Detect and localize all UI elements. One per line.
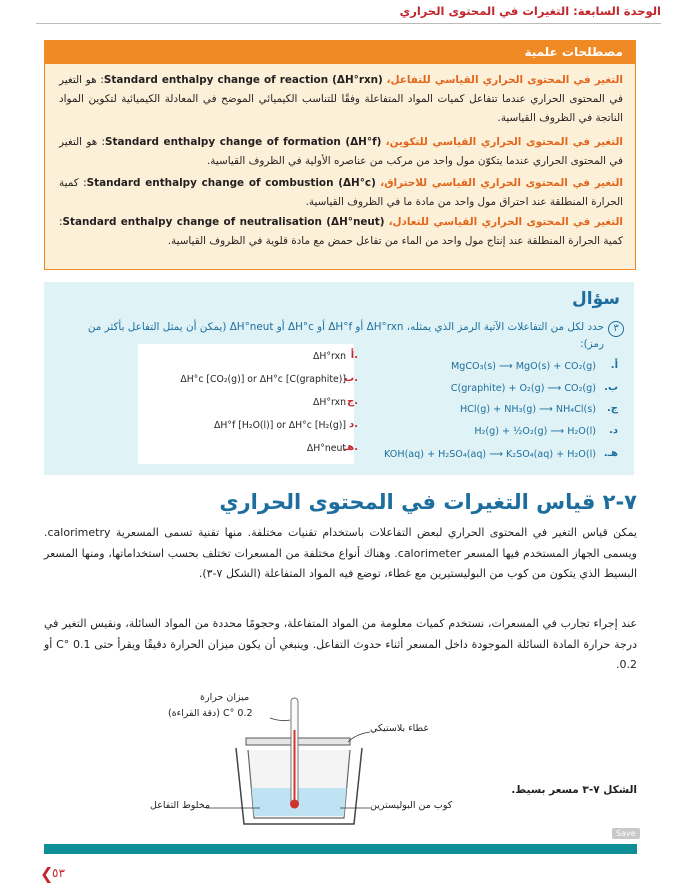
- footer-bar: [44, 844, 637, 854]
- section-title: ٧-٢ قياس التغيرات في المحتوى الحراري: [219, 490, 637, 514]
- scientific-terms-box: [44, 40, 636, 270]
- reaction-letter: ب.: [604, 382, 618, 393]
- chevron-left-icon[interactable]: ❮: [40, 864, 54, 883]
- unit-header-title: الوحدة السابعة: التغيرات في المحتوى الحراري: [399, 4, 661, 18]
- answer-text: ΔH°rxn: [313, 351, 346, 362]
- question-title: سؤال: [572, 289, 620, 309]
- answer-text: ΔH°c [CO₂(g)] or ΔH°c [C(graphite)]: [180, 374, 346, 385]
- answer-text: ΔH°f [H₂O(l)] or ΔH°c [H₂(g)]: [214, 420, 346, 431]
- section-paragraph-1: يمكن قياس التغير في المحتوى الحراري لبعض التفاعلات باستخدام تقنيات مختلفة. منها تقنية تسمى المسعرية calorimetry. ويسمى الجهاز المستخدم فيها المسعر calorimeter. وهناك أنواع مختلفة من المسعرات تختلف بحسب استخداماتها، ومنها المسعر البسيط الذي يتكون من كوب من البوليستيرين مع غطاء، توضع فيه المواد المتفاعلة (الشكل ٧-٣).: [44, 526, 637, 580]
- reaction-letter: هـ.: [603, 448, 618, 459]
- question-box: [44, 282, 634, 475]
- answer-letter: هـ.: [343, 442, 358, 453]
- term-reaction: التغير في المحتوى الحراري القياسي للتفاعل، Standard enthalpy change of reaction (ΔH°rxn): هو التغير في المحتوى الحراري عندما تتفاعل كميات المواد المتفاعلة وفقًا للتناسب الكيميائي الموضح في المعادلة الكيميائية لتكوين المواد الناتجة في الظروف القياسية.: [59, 74, 623, 124]
- thermometer-leader: [270, 718, 290, 721]
- lid-label: غطاء بلاستيكي: [370, 723, 429, 734]
- reaction-letter: أ.: [610, 360, 618, 371]
- reaction-equation: MgCO₃(s) ⟶ MgO(s) + CO₂(g): [450, 361, 596, 372]
- answers-box: [138, 344, 358, 464]
- thermometer-bulb: [290, 800, 299, 809]
- answer-letter: ب.: [344, 373, 358, 384]
- cup-label: كوب من البوليسترين: [370, 800, 453, 811]
- reaction-equation: H₂(g) + ½O₂(g) ⟶ H₂O(l): [474, 426, 596, 437]
- answer-text: ΔH°rxn: [313, 397, 346, 408]
- terms-heading: مصطلحات علمية: [45, 41, 635, 64]
- header-divider: [36, 23, 661, 24]
- reaction-equation: C(graphite) + O₂(g) ⟶ CO₂(g): [450, 383, 596, 394]
- answer-letter: ج.: [346, 396, 358, 407]
- term-combustion: التغير في المحتوى الحراري القياسي للاحتراق، Standard enthalpy change of combustion (ΔH°c): كمية الحرارة المنطلقة عند احتراق مول واحد من مادة ما في الظروف القياسية.: [59, 177, 623, 208]
- reaction-mixture: [252, 788, 347, 816]
- answer-letter: أ.: [350, 350, 358, 361]
- section-paragraph-2: عند إجراء تجارب في المسعرات، نستخدم كميات معلومة من المواد المتفاعلة، وحجومًا محددة من المواد السائلة، ونقيس التغير في درجة حرارة المادة السائلة الموجودة داخل المسعر أثناء حدوث التفاعل. وينبغي أن يكون ميزان الحرارة دقيقًا ويقرأ حتى 0.1 °C أو 0.2.: [44, 617, 637, 671]
- reaction-equation: KOH(aq) + H₂SO₄(aq) ⟶ K₂SO₄(aq) + H₂O(l): [384, 449, 596, 460]
- term-formation: التغير في المحتوى الحراري القياسي للتكوين، Standard enthalpy change of formation (ΔH°f): هو التغير في المحتوى الحراري عندما يتكوّن مول واحد من مركب من عناصره الأولية في الظروف القياسية.: [59, 136, 623, 167]
- accuracy-label: 0.2 °C (دقة القراءة): [168, 708, 253, 719]
- thermometer-label: ميزان حرارة: [200, 692, 250, 703]
- reaction-equation: HCl(g) + NH₃(g) ⟶ NH₄Cl(s): [459, 404, 596, 415]
- lid-leader: [348, 732, 370, 742]
- mixture-label: مخلوط التفاعل: [150, 800, 211, 811]
- reaction-letter: د.: [609, 425, 618, 436]
- question-text: حدد لكل من التفاعلات الآتية الرمز الذي يمثله، ΔH°rxn أو ΔH°f أو ΔH°c أو ΔH°neut (يمكن أن يمثل التفاعل بأكثر من رمز):: [87, 321, 604, 350]
- page-number: ٥٣: [52, 866, 65, 880]
- figure-caption: الشكل ٧-٣ مسعر بسيط.: [511, 784, 637, 796]
- question-number-badge: ٣: [608, 321, 624, 337]
- answer-letter: د.: [349, 419, 358, 430]
- term-neutralisation: التغير في المحتوى الحراري القياسي للتعادل، Standard enthalpy change of neutralisation (ΔH°neut): كمية الحرارة المنطلقة عند إنتاج مول واحد من الماء من تفاعل حمض مع مادة قلوية في الظروف القياسية.: [59, 216, 623, 247]
- answer-text: ΔH°neut: [306, 443, 346, 454]
- reaction-letter: ج.: [606, 403, 618, 414]
- save-button[interactable]: Save: [612, 828, 640, 839]
